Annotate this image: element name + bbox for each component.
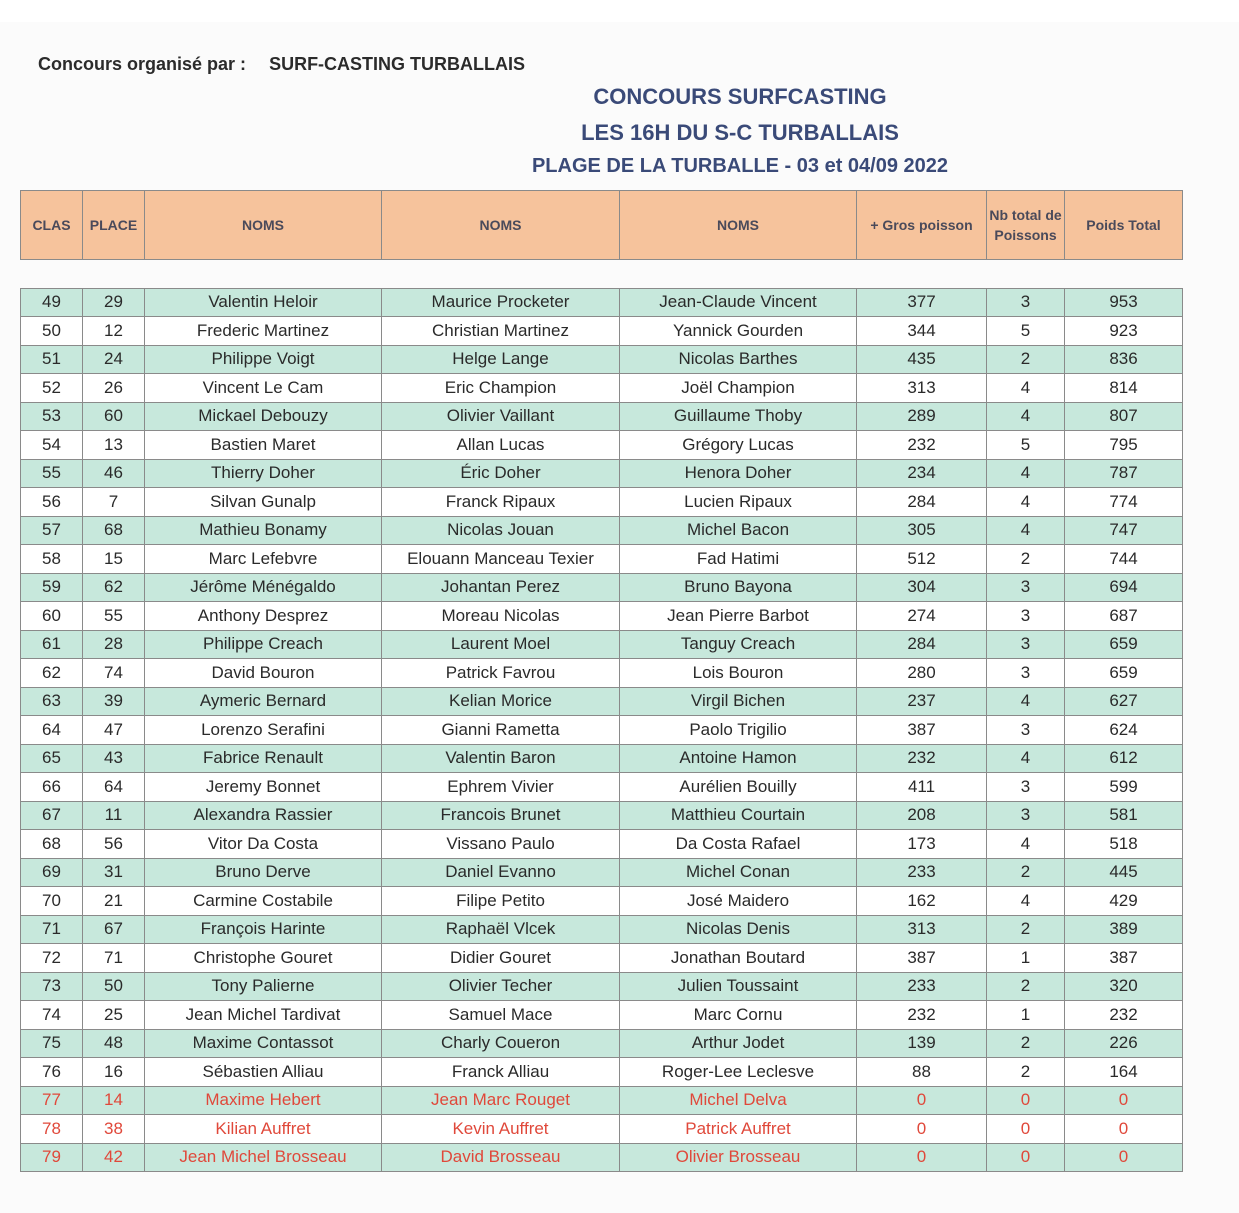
- name-3-cell: Henora Doher: [620, 459, 857, 488]
- gros-poisson-cell: 313: [857, 374, 987, 403]
- table-row: [21, 887, 1183, 916]
- name-2-cell: Nicolas Jouan: [382, 516, 620, 545]
- table-row: [21, 716, 1183, 745]
- clas-cell: 54: [21, 431, 83, 460]
- name-1-cell: Jean Michel Tardivat: [145, 1001, 382, 1030]
- name-2-cell: Elouann Manceau Texier: [382, 545, 620, 574]
- place-cell: 56: [83, 830, 145, 859]
- name-1-cell: François Harinte: [145, 915, 382, 944]
- name-3-cell: Grégory Lucas: [620, 431, 857, 460]
- name-2-cell: Gianni Rametta: [382, 716, 620, 745]
- nb-poissons-cell: 3: [987, 288, 1065, 317]
- name-2-cell: Valentin Baron: [382, 744, 620, 773]
- place-cell: 26: [83, 374, 145, 403]
- nb-poissons-cell: 0: [987, 1115, 1065, 1144]
- name-3-cell: Lucien Ripaux: [620, 488, 857, 517]
- name-2-cell: Filipe Petito: [382, 887, 620, 916]
- name-1-cell: Jeremy Bonnet: [145, 773, 382, 802]
- name-2-cell: Olivier Techer: [382, 972, 620, 1001]
- name-1-cell: Maxime Contassot: [145, 1029, 382, 1058]
- table-row: [21, 915, 1183, 944]
- name-1-cell: Mickael Debouzy: [145, 402, 382, 431]
- name-1-cell: Frederic Martinez: [145, 317, 382, 346]
- place-cell: 15: [83, 545, 145, 574]
- poids-total-cell: 687: [1065, 602, 1183, 631]
- name-3-cell: Lois Bouron: [620, 659, 857, 688]
- gros-poisson-cell: 305: [857, 516, 987, 545]
- poids-total-cell: 320: [1065, 972, 1183, 1001]
- nb-poissons-cell: 3: [987, 659, 1065, 688]
- name-3-cell: Nicolas Denis: [620, 915, 857, 944]
- gros-poisson-cell: 387: [857, 944, 987, 973]
- nb-poissons-cell: 0: [987, 1086, 1065, 1115]
- place-cell: 31: [83, 858, 145, 887]
- gros-poisson-cell: 162: [857, 887, 987, 916]
- table-row: [21, 944, 1183, 973]
- nb-poissons-cell: 4: [987, 887, 1065, 916]
- page-subtitle: LES 16H DU S-C TURBALLAIS: [581, 120, 899, 145]
- col-header-place: PLACE: [83, 191, 145, 260]
- name-3-cell: Da Costa Rafael: [620, 830, 857, 859]
- poids-total-cell: 659: [1065, 630, 1183, 659]
- clas-cell: 51: [21, 345, 83, 374]
- nb-poissons-cell: 2: [987, 1058, 1065, 1087]
- name-1-cell: Marc Lefebvre: [145, 545, 382, 574]
- table-row: [21, 659, 1183, 688]
- clas-cell: 72: [21, 944, 83, 973]
- clas-cell: 67: [21, 801, 83, 830]
- nb-poissons-cell: 3: [987, 716, 1065, 745]
- name-2-cell: Laurent Moel: [382, 630, 620, 659]
- gros-poisson-cell: 304: [857, 573, 987, 602]
- poids-total-cell: 387: [1065, 944, 1183, 973]
- gros-poisson-cell: 280: [857, 659, 987, 688]
- gros-poisson-cell: 232: [857, 1001, 987, 1030]
- name-3-cell: Patrick Auffret: [620, 1115, 857, 1144]
- table-row: [21, 602, 1183, 631]
- poids-total-cell: 807: [1065, 402, 1183, 431]
- event-location-date: PLAGE DE LA TURBALLE - 03 et 04/09 2022: [531, 155, 949, 177]
- poids-total-cell: 836: [1065, 345, 1183, 374]
- poids-total-cell: 747: [1065, 516, 1183, 545]
- place-cell: 38: [83, 1115, 145, 1144]
- poids-total-cell: 694: [1065, 573, 1183, 602]
- name-2-cell: Franck Ripaux: [382, 488, 620, 517]
- name-2-cell: Ephrem Vivier: [382, 773, 620, 802]
- table-row: [21, 1001, 1183, 1030]
- clas-cell: 66: [21, 773, 83, 802]
- poids-total-cell: 445: [1065, 858, 1183, 887]
- table-row: [21, 744, 1183, 773]
- poids-total-cell: 774: [1065, 488, 1183, 517]
- col-header-nb-poissons: Nb total de Poissons: [987, 191, 1065, 260]
- name-1-cell: Philippe Voigt: [145, 345, 382, 374]
- place-cell: 14: [83, 1086, 145, 1115]
- name-1-cell: Aymeric Bernard: [145, 687, 382, 716]
- nb-poissons-cell: 1: [987, 944, 1065, 973]
- place-cell: 48: [83, 1029, 145, 1058]
- organizer-label: Concours organisé par :: [38, 54, 247, 74]
- page-title: CONCOURS SURFCASTING: [593, 84, 887, 109]
- clas-cell: 59: [21, 573, 83, 602]
- poids-total-cell: 429: [1065, 887, 1183, 916]
- table-body: [21, 260, 1183, 1172]
- name-3-cell: Jonathan Boutard: [620, 944, 857, 973]
- name-3-cell: Michel Bacon: [620, 516, 857, 545]
- name-3-cell: Marc Cornu: [620, 1001, 857, 1030]
- gros-poisson-cell: 139: [857, 1029, 987, 1058]
- poids-total-cell: 232: [1065, 1001, 1183, 1030]
- place-cell: 25: [83, 1001, 145, 1030]
- name-2-cell: Kevin Auffret: [382, 1115, 620, 1144]
- name-2-cell: Samuel Mace: [382, 1001, 620, 1030]
- name-3-cell: Matthieu Courtain: [620, 801, 857, 830]
- table-row: [21, 1143, 1183, 1172]
- poids-total-cell: 624: [1065, 716, 1183, 745]
- nb-poissons-cell: 1: [987, 1001, 1065, 1030]
- name-1-cell: Fabrice Renault: [145, 744, 382, 773]
- gros-poisson-cell: 313: [857, 915, 987, 944]
- clas-cell: 65: [21, 744, 83, 773]
- name-3-cell: Nicolas Barthes: [620, 345, 857, 374]
- poids-total-cell: 0: [1065, 1143, 1183, 1172]
- gros-poisson-cell: 233: [857, 858, 987, 887]
- table-row: [21, 687, 1183, 716]
- clas-cell: 78: [21, 1115, 83, 1144]
- table-row: [21, 1058, 1183, 1087]
- nb-poissons-cell: 4: [987, 459, 1065, 488]
- place-cell: 50: [83, 972, 145, 1001]
- table-row: [21, 317, 1183, 346]
- name-3-cell: Yannick Gourden: [620, 317, 857, 346]
- col-header-gros-poisson: + Gros poisson: [857, 191, 987, 260]
- clas-cell: 50: [21, 317, 83, 346]
- clas-cell: 52: [21, 374, 83, 403]
- place-cell: 68: [83, 516, 145, 545]
- name-1-cell: Anthony Desprez: [145, 602, 382, 631]
- clas-cell: 63: [21, 687, 83, 716]
- place-cell: 71: [83, 944, 145, 973]
- organizer-name: SURF-CASTING TURBALLAIS: [269, 54, 526, 74]
- place-cell: 11: [83, 801, 145, 830]
- table-row: [21, 830, 1183, 859]
- poids-total-cell: 627: [1065, 687, 1183, 716]
- nb-poissons-cell: 0: [987, 1143, 1065, 1172]
- poids-total-cell: 787: [1065, 459, 1183, 488]
- name-1-cell: Bruno Derve: [145, 858, 382, 887]
- place-cell: 67: [83, 915, 145, 944]
- poids-total-cell: 164: [1065, 1058, 1183, 1087]
- gros-poisson-cell: 88: [857, 1058, 987, 1087]
- name-3-cell: Roger-Lee Leclesve: [620, 1058, 857, 1087]
- gros-poisson-cell: 284: [857, 488, 987, 517]
- place-cell: 46: [83, 459, 145, 488]
- table-row: [21, 516, 1183, 545]
- table-row: [21, 573, 1183, 602]
- name-1-cell: Kilian Auffret: [145, 1115, 382, 1144]
- clas-cell: 71: [21, 915, 83, 944]
- header-spacer: [21, 260, 1183, 289]
- poids-total-cell: 814: [1065, 374, 1183, 403]
- poids-total-cell: 599: [1065, 773, 1183, 802]
- name-2-cell: Kelian Morice: [382, 687, 620, 716]
- poids-total-cell: 612: [1065, 744, 1183, 773]
- clas-cell: 60: [21, 602, 83, 631]
- place-cell: 12: [83, 317, 145, 346]
- place-cell: 74: [83, 659, 145, 688]
- name-1-cell: Valentin Heloir: [145, 288, 382, 317]
- name-2-cell: Vissano Paulo: [382, 830, 620, 859]
- name-2-cell: Olivier Vaillant: [382, 402, 620, 431]
- nb-poissons-cell: 2: [987, 972, 1065, 1001]
- col-header-clas: CLAS: [21, 191, 83, 260]
- clas-cell: 62: [21, 659, 83, 688]
- clas-cell: 75: [21, 1029, 83, 1058]
- place-cell: 24: [83, 345, 145, 374]
- table-row: [21, 801, 1183, 830]
- name-3-cell: Virgil Bichen: [620, 687, 857, 716]
- name-3-cell: Fad Hatimi: [620, 545, 857, 574]
- gros-poisson-cell: 0: [857, 1086, 987, 1115]
- gros-poisson-cell: 344: [857, 317, 987, 346]
- name-3-cell: Michel Conan: [620, 858, 857, 887]
- col-header-noms-3: NOMS: [620, 191, 857, 260]
- clas-cell: 57: [21, 516, 83, 545]
- poids-total-cell: 659: [1065, 659, 1183, 688]
- name-3-cell: Aurélien Bouilly: [620, 773, 857, 802]
- name-1-cell: Thierry Doher: [145, 459, 382, 488]
- name-3-cell: Joël Champion: [620, 374, 857, 403]
- place-cell: 7: [83, 488, 145, 517]
- name-2-cell: Charly Coueron: [382, 1029, 620, 1058]
- nb-poissons-cell: 4: [987, 402, 1065, 431]
- gros-poisson-cell: 377: [857, 288, 987, 317]
- table-row: [21, 459, 1183, 488]
- place-cell: 60: [83, 402, 145, 431]
- name-1-cell: Lorenzo Serafini: [145, 716, 382, 745]
- nb-poissons-cell: 2: [987, 1029, 1065, 1058]
- place-cell: 29: [83, 288, 145, 317]
- table-row: [21, 773, 1183, 802]
- clas-cell: 79: [21, 1143, 83, 1172]
- table-row: [21, 431, 1183, 460]
- nb-poissons-cell: 2: [987, 915, 1065, 944]
- place-cell: 47: [83, 716, 145, 745]
- col-header-poids-total: Poids Total: [1065, 191, 1183, 260]
- poids-total-cell: 389: [1065, 915, 1183, 944]
- clas-cell: 53: [21, 402, 83, 431]
- nb-poissons-cell: 2: [987, 545, 1065, 574]
- gros-poisson-cell: 0: [857, 1115, 987, 1144]
- name-3-cell: Michel Delva: [620, 1086, 857, 1115]
- nb-poissons-cell: 5: [987, 317, 1065, 346]
- nb-poissons-cell: 3: [987, 773, 1065, 802]
- name-2-cell: Jean Marc Rouget: [382, 1086, 620, 1115]
- name-2-cell: Francois Brunet: [382, 801, 620, 830]
- gros-poisson-cell: 233: [857, 972, 987, 1001]
- name-1-cell: Silvan Gunalp: [145, 488, 382, 517]
- place-cell: 13: [83, 431, 145, 460]
- place-cell: 28: [83, 630, 145, 659]
- table-row: [21, 345, 1183, 374]
- gros-poisson-cell: 237: [857, 687, 987, 716]
- name-1-cell: Vincent Le Cam: [145, 374, 382, 403]
- name-1-cell: Vitor Da Costa: [145, 830, 382, 859]
- place-cell: 16: [83, 1058, 145, 1087]
- name-2-cell: Eric Champion: [382, 374, 620, 403]
- name-2-cell: Maurice Procketer: [382, 288, 620, 317]
- name-1-cell: Maxime Hebert: [145, 1086, 382, 1115]
- name-2-cell: Johantan Perez: [382, 573, 620, 602]
- gros-poisson-cell: 411: [857, 773, 987, 802]
- clas-cell: 69: [21, 858, 83, 887]
- table-row: [21, 1029, 1183, 1058]
- name-3-cell: Arthur Jodet: [620, 1029, 857, 1058]
- name-2-cell: Allan Lucas: [382, 431, 620, 460]
- gros-poisson-cell: 0: [857, 1143, 987, 1172]
- clas-cell: 77: [21, 1086, 83, 1115]
- poids-total-cell: 0: [1065, 1086, 1183, 1115]
- table-row: [21, 488, 1183, 517]
- place-cell: 43: [83, 744, 145, 773]
- results-table: [20, 190, 1183, 1172]
- name-3-cell: Jean Pierre Barbot: [620, 602, 857, 631]
- name-3-cell: Guillaume Thoby: [620, 402, 857, 431]
- place-cell: 21: [83, 887, 145, 916]
- gros-poisson-cell: 274: [857, 602, 987, 631]
- poids-total-cell: 744: [1065, 545, 1183, 574]
- name-2-cell: David Brosseau: [382, 1143, 620, 1172]
- name-1-cell: David Bouron: [145, 659, 382, 688]
- place-cell: 55: [83, 602, 145, 631]
- gros-poisson-cell: 435: [857, 345, 987, 374]
- name-1-cell: Jean Michel Brosseau: [145, 1143, 382, 1172]
- name-2-cell: Éric Doher: [382, 459, 620, 488]
- nb-poissons-cell: 4: [987, 516, 1065, 545]
- clas-cell: 70: [21, 887, 83, 916]
- place-cell: 42: [83, 1143, 145, 1172]
- gros-poisson-cell: 234: [857, 459, 987, 488]
- poids-total-cell: 795: [1065, 431, 1183, 460]
- poids-total-cell: 226: [1065, 1029, 1183, 1058]
- name-2-cell: Patrick Favrou: [382, 659, 620, 688]
- name-3-cell: José Maidero: [620, 887, 857, 916]
- poids-total-cell: 581: [1065, 801, 1183, 830]
- name-2-cell: Helge Lange: [382, 345, 620, 374]
- nb-poissons-cell: 2: [987, 858, 1065, 887]
- name-1-cell: Tony Palierne: [145, 972, 382, 1001]
- place-cell: 62: [83, 573, 145, 602]
- gros-poisson-cell: 284: [857, 630, 987, 659]
- name-2-cell: Daniel Evanno: [382, 858, 620, 887]
- nb-poissons-cell: 3: [987, 630, 1065, 659]
- name-2-cell: Moreau Nicolas: [382, 602, 620, 631]
- table-row: [21, 402, 1183, 431]
- table-row: [21, 630, 1183, 659]
- table-row: [21, 374, 1183, 403]
- name-1-cell: Alexandra Rassier: [145, 801, 382, 830]
- poids-total-cell: 0: [1065, 1115, 1183, 1144]
- clas-cell: 74: [21, 1001, 83, 1030]
- table-row: [21, 545, 1183, 574]
- name-1-cell: Sébastien Alliau: [145, 1058, 382, 1087]
- clas-cell: 73: [21, 972, 83, 1001]
- gros-poisson-cell: 387: [857, 716, 987, 745]
- clas-cell: 64: [21, 716, 83, 745]
- nb-poissons-cell: 4: [987, 488, 1065, 517]
- clas-cell: 61: [21, 630, 83, 659]
- table-row: [21, 972, 1183, 1001]
- col-header-noms-1: NOMS: [145, 191, 382, 260]
- nb-poissons-cell: 3: [987, 602, 1065, 631]
- table-row: [21, 288, 1183, 317]
- nb-poissons-cell: 4: [987, 830, 1065, 859]
- poids-total-cell: 518: [1065, 830, 1183, 859]
- clas-cell: 58: [21, 545, 83, 574]
- gros-poisson-cell: 232: [857, 744, 987, 773]
- name-1-cell: Carmine Costabile: [145, 887, 382, 916]
- table-header-row: [21, 191, 1183, 260]
- name-3-cell: Julien Toussaint: [620, 972, 857, 1001]
- name-2-cell: Franck Alliau: [382, 1058, 620, 1087]
- name-1-cell: Jérôme Ménégaldo: [145, 573, 382, 602]
- name-3-cell: Olivier Brosseau: [620, 1143, 857, 1172]
- name-3-cell: Paolo Trigilio: [620, 716, 857, 745]
- place-cell: 64: [83, 773, 145, 802]
- name-3-cell: Jean-Claude Vincent: [620, 288, 857, 317]
- nb-poissons-cell: 4: [987, 744, 1065, 773]
- gros-poisson-cell: 208: [857, 801, 987, 830]
- nb-poissons-cell: 4: [987, 687, 1065, 716]
- clas-cell: 49: [21, 288, 83, 317]
- gros-poisson-cell: 512: [857, 545, 987, 574]
- clas-cell: 55: [21, 459, 83, 488]
- name-1-cell: Philippe Creach: [145, 630, 382, 659]
- col-header-noms-2: NOMS: [382, 191, 620, 260]
- organizer-line: [38, 54, 525, 75]
- nb-poissons-cell: 3: [987, 801, 1065, 830]
- name-2-cell: Raphaël Vlcek: [382, 915, 620, 944]
- place-cell: 39: [83, 687, 145, 716]
- clas-cell: 68: [21, 830, 83, 859]
- clas-cell: 56: [21, 488, 83, 517]
- clas-cell: 76: [21, 1058, 83, 1087]
- gros-poisson-cell: 289: [857, 402, 987, 431]
- table-row: [21, 858, 1183, 887]
- table-row: [21, 1115, 1183, 1144]
- nb-poissons-cell: 2: [987, 345, 1065, 374]
- name-3-cell: Bruno Bayona: [620, 573, 857, 602]
- name-1-cell: Bastien Maret: [145, 431, 382, 460]
- gros-poisson-cell: 232: [857, 431, 987, 460]
- table-row: [21, 1086, 1183, 1115]
- poids-total-cell: 923: [1065, 317, 1183, 346]
- name-1-cell: Christophe Gouret: [145, 944, 382, 973]
- name-1-cell: Mathieu Bonamy: [145, 516, 382, 545]
- name-2-cell: Christian Martinez: [382, 317, 620, 346]
- name-3-cell: Antoine Hamon: [620, 744, 857, 773]
- name-2-cell: Didier Gouret: [382, 944, 620, 973]
- gros-poisson-cell: 173: [857, 830, 987, 859]
- nb-poissons-cell: 4: [987, 374, 1065, 403]
- name-3-cell: Tanguy Creach: [620, 630, 857, 659]
- nb-poissons-cell: 5: [987, 431, 1065, 460]
- poids-total-cell: 953: [1065, 288, 1183, 317]
- nb-poissons-cell: 3: [987, 573, 1065, 602]
